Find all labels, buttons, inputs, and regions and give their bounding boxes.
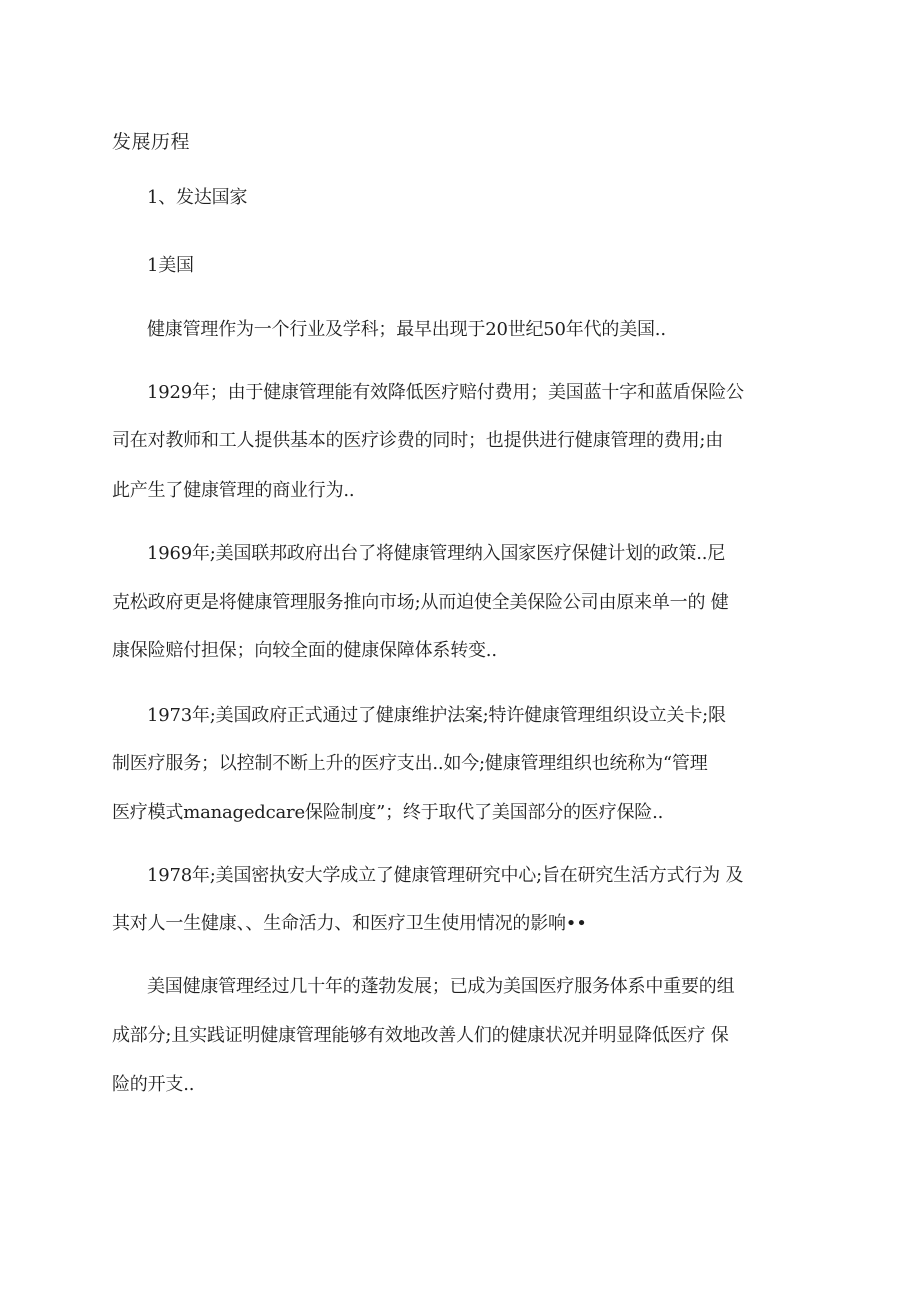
paragraph-line: 1978年;美国密执安大学成立了健康管理研究中心;旨在研究生活方式行为 及 [147,865,744,886]
section-heading: 1、发达国家 [147,187,248,208]
paragraph-line: 制医疗服务；以控制不断上升的医疗支出..如今;健康管理组织也统称为“管理 [112,753,708,774]
paragraph-line: 克松政府更是将健康管理服务推向市场;从而迫使全美保险公司由原来单一的 健 [112,592,729,613]
subsection-heading: 1美国 [147,255,194,276]
paragraph-line: 医疗模式managedcare保险制度”；终于取代了美国部分的医疗保险.. [112,802,664,823]
paragraph-line: 1929年；由于健康管理能有效降低医疗赔付费用；美国蓝十字和蓝盾保险公 [147,382,744,403]
paragraph-line: 1973年;美国政府正式通过了健康维护法案;特许健康管理组织设立关卡;限 [147,705,726,726]
paragraph-line: 险的开支.. [112,1074,195,1095]
paragraph-line: 健康管理作为一个行业及学科；最早出现于20世纪50年代的美国.. [147,319,666,340]
paragraph-line: 此产生了健康管理的商业行为.. [112,480,355,501]
paragraph-line: 成部分;且实践证明健康管理能够有效地改善人们的健康状况并明显降低医疗 保 [112,1025,729,1046]
paragraph-line: 美国健康管理经过几十年的蓬勃发展；已成为美国医疗服务体系中重要的组 [147,976,735,997]
paragraph-line: 康保险赔付担保；向较全面的健康保障体系转变.. [112,640,497,661]
paragraph-line: 司在对教师和工人提供基本的医疗诊费的同时；也提供进行健康管理的费用;由 [112,430,724,451]
paragraph-line: 其对人一生健康、、生命活力、和医疗卫生使用情况的影响•• [112,913,587,934]
paragraph-line: 1969年;美国联邦政府出台了将健康管理纳入国家医疗保健计划的政策..尼 [147,543,726,564]
document-title: 发展历程 [112,131,191,153]
